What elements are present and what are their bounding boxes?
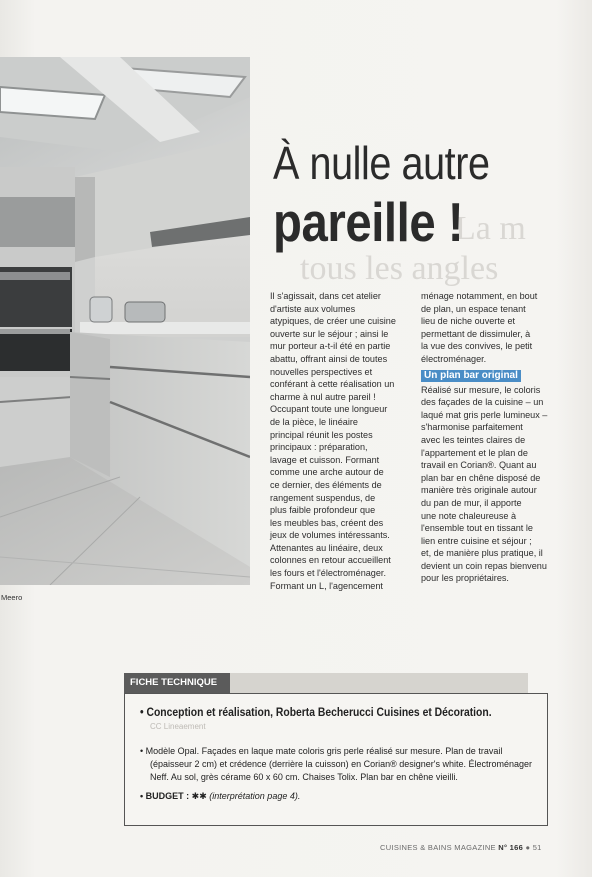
column-2-intro	[421, 290, 547, 366]
column-1-line: charme à nul autre pareil !	[270, 391, 376, 402]
column-1-line: jeux de volumes intéressants.	[270, 530, 390, 541]
article-column-2	[421, 290, 547, 585]
column-2-body-line: travail en Corian®. Quant au	[421, 460, 537, 471]
column-1-line: les fours et l'électroménager.	[270, 568, 386, 579]
column-2-intro-line: de plan, un espace tenant	[421, 303, 526, 314]
column-1-line: d'artiste aux volumes	[270, 303, 356, 314]
column-1-line: rangement suspendus, de	[270, 492, 376, 503]
headline-line-2: pareille !	[273, 191, 464, 253]
fiche-desc-line-1: • Modèle Opal. Façades en laque mate coloris gris perle réalisé sur mesure. Plan de travail	[140, 746, 503, 756]
column-1-line: conférant à cette réalisation un	[270, 379, 395, 390]
column-2-body-line: l'ensemble tout en tissant le	[421, 523, 533, 534]
column-2-body-line: des façades de la cuisine – un	[421, 397, 544, 408]
ghost-text-1: La m	[455, 210, 526, 247]
column-2-intro-line: électroménager.	[421, 353, 487, 364]
column-2-intro-line: permettant de dissimuler, à	[421, 328, 531, 339]
column-2-intro-line: lieu de niche ouverte et	[421, 316, 516, 327]
column-1-line: comme une arche autour de	[270, 467, 384, 478]
column-1-line: atypiques, de créer une cuisine	[270, 316, 396, 327]
column-2-body-line: devient un coin repas bienvenu	[421, 560, 547, 571]
footer-separator: ●	[525, 843, 531, 852]
ghost-text-2: tous les angles	[300, 250, 499, 287]
article-column-1	[270, 290, 396, 592]
headline-line-1: À nulle autre	[273, 137, 490, 189]
column-1-line: Formant un L, l'agencement	[270, 580, 383, 591]
subheading: Un plan bar original	[421, 370, 521, 382]
fiche-desc-line-3: Neff. Au sol, grès cérame 60 x 60 cm. Chaises Tolix. Plan bar en chêne vieilli.	[150, 772, 458, 782]
column-1-line: ce dernier, des éléments de	[270, 479, 382, 490]
budget-label: • BUDGET :	[140, 791, 190, 801]
column-2-body-line: s'harmonise parfaitement	[421, 422, 523, 433]
column-1-line: mur porteur a-t-il été en partie	[270, 341, 391, 352]
column-1-line: les meubles bas, créent des	[270, 517, 384, 528]
column-1-line: de la pièce, le linéaire	[270, 416, 358, 427]
column-1-line: nouvelles perspectives et	[270, 366, 373, 377]
fiche-designer: • Conception et réalisation, Roberta Becherucci Cuisines et Décoration.	[140, 707, 492, 719]
column-2-intro-line: la vue des convives, le petit	[421, 341, 533, 352]
column-2-body-line: avec les teintes claires de	[421, 434, 526, 445]
column-2-body-line: lien entre cuisine et séjour ;	[421, 535, 532, 546]
budget-note: (interprétation page 4).	[209, 791, 301, 801]
column-1-line: colonnes en retour accueillent	[270, 555, 391, 566]
column-1-line: Il s'agissait, dans cet atelier	[270, 291, 381, 301]
column-2-body-line: Réalisé sur mesure, le coloris	[421, 384, 541, 395]
column-2-body	[421, 384, 547, 586]
column-2-body-line: plan bar en chêne disposé de	[421, 472, 541, 483]
column-2-body-line: du pan de mur, il apporte	[421, 497, 522, 508]
issue-number: N° 166	[498, 843, 524, 852]
budget-stars: ✱✱	[191, 791, 207, 801]
magazine-name: CUISINES & BAINS MAGAZINE	[380, 843, 496, 852]
column-1-line: plus faible profondeur que	[270, 505, 376, 516]
fiche-tab: FICHE TECHNIQUE	[124, 673, 230, 693]
column-1-line: ouverte sur le séjour ; ainsi le	[270, 328, 389, 339]
page-number: 51	[532, 843, 542, 852]
kitchen-photo	[0, 57, 250, 585]
column-2-body-line: pour les propriétaires.	[421, 573, 509, 584]
column-1-line: Occupant toute une longueur	[270, 404, 388, 415]
column-2-body-line: l'appartement et le plan de	[421, 447, 528, 458]
photo-credit: Meero	[1, 593, 23, 602]
column-2-body-line: une note chaleureuse à	[421, 510, 517, 521]
fiche-budget	[140, 790, 300, 803]
column-1-line: lavage et cuisson. Formant	[270, 454, 380, 465]
column-1-line: Attenantes au linéaire, deux	[270, 542, 383, 553]
column-2-intro-line: ménage notamment, en bout	[421, 291, 538, 301]
fiche-desc-line-2: (épaisseur 2 cm) et crédence (derrière la cuisson) en Corian® designer's white. Électroménager	[150, 759, 533, 769]
page-footer	[380, 843, 542, 852]
column-1-line: principal réunit les postes	[270, 429, 373, 440]
column-2-body-line: et, de manière plus pratique, il	[421, 548, 543, 559]
column-1-line: principaux : préparation,	[270, 442, 368, 453]
column-1-line: abattu, offrant ainsi de toutes	[270, 353, 388, 364]
fiche-ghost-text: CC Lineaement	[150, 722, 206, 731]
column-2-body-line: laqué mat gris perle lumineux –	[421, 409, 548, 420]
column-2-body-line: manière très originale autour	[421, 485, 537, 496]
